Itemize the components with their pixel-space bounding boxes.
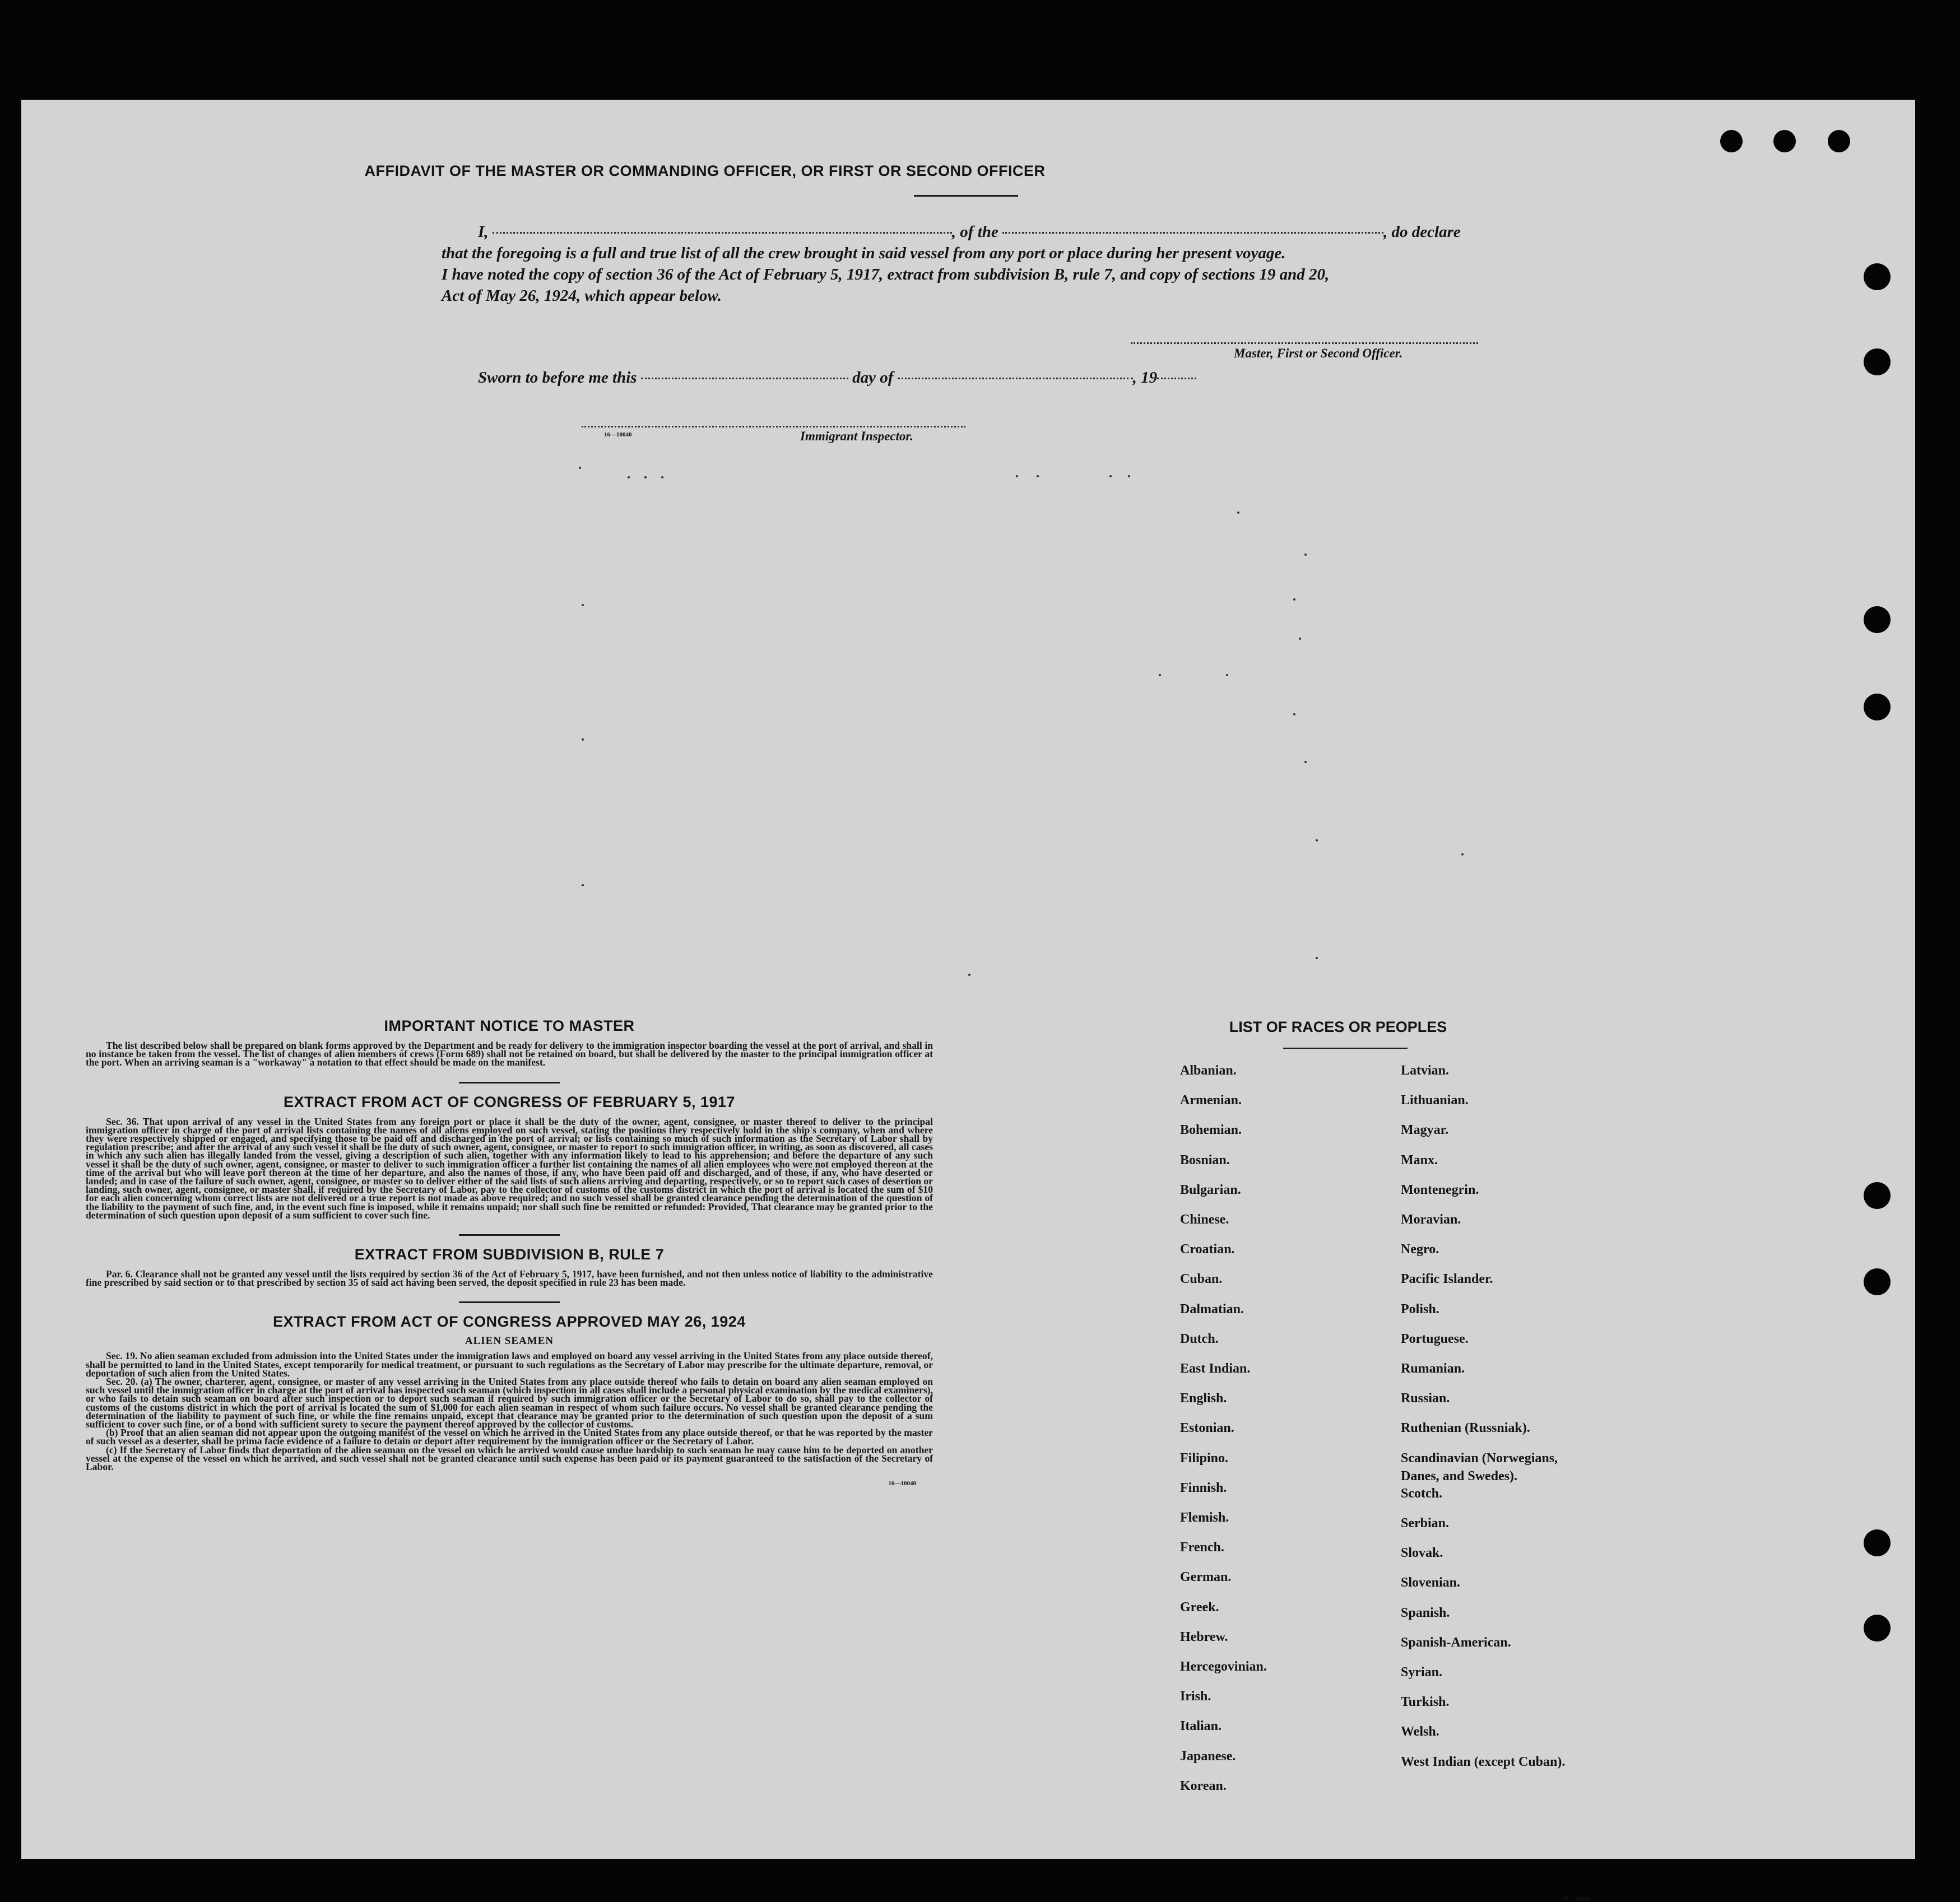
race-item: Bulgarian.	[1180, 1183, 1241, 1197]
race-item: English.	[1180, 1391, 1227, 1406]
race-item: Turkish.	[1401, 1695, 1450, 1709]
affidavit-form-number: 16—10040	[604, 431, 632, 438]
race-item: Dalmatian.	[1180, 1302, 1244, 1317]
speck	[1226, 674, 1228, 676]
races-form-number: 16—10040	[1562, 1895, 1590, 1902]
race-item: Portuguese.	[1401, 1332, 1469, 1346]
extract-1917-text	[86, 1115, 933, 1221]
race-item: Moravian.	[1401, 1212, 1461, 1227]
race-item: Latvian.	[1401, 1063, 1450, 1078]
race-item: Armenian.	[1180, 1093, 1242, 1108]
section-20c-paragraph: (c) If the Secretary of Labor finds that deportation of the alien seaman on the vessel on which he arrived would cause undue hardship to such seaman he may cause him to be deported on another vessel at the expense of the vessel on which he arrived, and such vessel shall not be granted clearance until such expense has been paid or its payment guaranteed to the satisfaction of the Secretary of Labor.	[86, 1444, 933, 1473]
section-20b-paragraph: (b) Proof that an alien seaman did not appear upon the outgoing manifest of the vessel on which he arrived in the United States from any place outside thereof, or that he was reported by the master of such vessel as a deserter, shall be prima facie evidence of a failure to detain or deport after requirement by the immigration officer or the Secretary of Labor.	[86, 1427, 933, 1447]
speck	[1316, 957, 1318, 959]
alien-seamen-subtitle: ALIEN SEAMEN	[465, 1335, 554, 1347]
punch-hole	[1864, 1615, 1891, 1641]
punch-hole	[1828, 130, 1850, 152]
extract-1917-title: EXTRACT FROM ACT OF CONGRESS OF FEBRUARY 5, 1917	[283, 1093, 736, 1110]
extract-1924-title: EXTRACT FROM ACT OF CONGRESS APPROVED MAY 26, 1924	[273, 1313, 746, 1331]
race-item: Hercegovinian.	[1180, 1659, 1267, 1674]
race-item: Russian.	[1401, 1391, 1450, 1406]
sworn-day-blank	[641, 378, 848, 379]
race-item: Greek.	[1180, 1600, 1219, 1615]
declaration-line-2: that the foregoing is a full and true list of all the crew brought in said vessel from any port or place during her present voyage.	[442, 244, 1286, 262]
separator	[459, 1301, 560, 1303]
speck	[1037, 475, 1039, 477]
races-title-rule	[1283, 1048, 1408, 1049]
sworn-month-blank	[898, 378, 1133, 379]
race-item: Spanish-American.	[1401, 1635, 1511, 1650]
speck	[1016, 475, 1018, 477]
punch-hole	[1864, 348, 1891, 375]
race-item: Finnish.	[1180, 1481, 1227, 1495]
notice-text	[86, 1041, 933, 1067]
declaration-declare: , do declare	[1383, 223, 1461, 241]
name-blank	[493, 232, 952, 234]
race-item: Ruthenian (Russniak).	[1401, 1421, 1530, 1435]
race-item: Flemish.	[1180, 1510, 1229, 1525]
declaration-i: I,	[478, 223, 489, 241]
race-item: Dutch.	[1180, 1332, 1219, 1346]
speck	[1237, 511, 1239, 514]
extract-rule7-title: EXTRACT FROM SUBDIVISION B, RULE 7	[354, 1246, 665, 1263]
race-item: Montenegrin.	[1401, 1183, 1479, 1197]
master-signature-line	[1131, 342, 1478, 344]
punch-hole	[1864, 1529, 1891, 1556]
title-rule	[914, 195, 1018, 197]
speck	[1304, 761, 1307, 763]
race-item: West Indian (except Cuban).	[1401, 1755, 1566, 1769]
sworn-line	[478, 369, 1196, 387]
declaration-line-4: Act of May 26, 1924, which appear below.	[442, 287, 722, 305]
race-item: German.	[1180, 1570, 1232, 1584]
race-item: Estonian.	[1180, 1421, 1234, 1435]
sworn-year-blank	[1157, 378, 1196, 379]
race-item: Scandinavian (Norwegians,	[1401, 1451, 1558, 1466]
races-title: LIST OF RACES OR PEOPLES	[1229, 1019, 1447, 1035]
race-item: Rumanian.	[1401, 1361, 1465, 1376]
race-item: Italian.	[1180, 1719, 1222, 1733]
speck	[1128, 475, 1130, 477]
race-item: Japanese.	[1180, 1749, 1236, 1764]
left-column	[86, 1017, 933, 1487]
extract-form-number: 16—10040	[888, 1480, 916, 1487]
declaration-of-the: , of the	[951, 223, 998, 241]
speck	[661, 476, 663, 478]
speck	[582, 884, 584, 886]
separator	[459, 1082, 560, 1083]
race-item: Croatian.	[1180, 1242, 1235, 1257]
speck	[579, 467, 581, 469]
separator	[459, 1234, 560, 1236]
race-item: Welsh.	[1401, 1724, 1439, 1739]
section-19-paragraph: Sec. 19. No alien seaman excluded from admission into the United States under the immigration laws and employed on board any vessel arriving in the United States from any place outside thereof, shall be permitted to land in the United States, except temporarily for medical treatment, or pursuant to such regulations as the Secretary of Labor may prescribe for the ultimate departure, removal, or deportation of such alien from the United States.	[86, 1350, 933, 1379]
punch-hole	[1864, 1268, 1891, 1295]
race-item: Hebrew.	[1180, 1630, 1228, 1644]
declaration-line-3: I have noted the copy of section 36 of the Act of February 5, 1917, extract from subdivision B, rule 7, and copy of sections 19 and 20,	[442, 266, 1330, 283]
race-item: Serbian.	[1401, 1516, 1450, 1531]
extract-1924-text	[86, 1352, 933, 1471]
punch-hole	[1773, 130, 1796, 152]
speck	[1461, 853, 1464, 855]
speck	[1293, 598, 1295, 601]
race-item: Chinese.	[1180, 1212, 1229, 1227]
speck	[968, 974, 970, 976]
race-item: Bosnian.	[1180, 1153, 1230, 1168]
race-item: Bohemian.	[1180, 1123, 1242, 1137]
speck	[582, 738, 584, 741]
punch-hole	[1864, 263, 1891, 290]
speck	[644, 476, 647, 478]
affidavit-title: AFFIDAVIT OF THE MASTER OR COMMANDING OFFICER, OR FIRST OR SECOND OFFICER	[364, 162, 1046, 179]
race-item: Spanish.	[1401, 1606, 1450, 1620]
punch-hole	[1864, 1182, 1891, 1209]
form-sheet	[21, 100, 1915, 1902]
inspector-label: Immigrant Inspector.	[800, 429, 913, 443]
race-item: Korean.	[1180, 1779, 1227, 1793]
notice-paragraph: The list described below shall be prepared on blank forms approved by the Department and be ready for delivery to the immigration inspector boarding the vessel at the port of arrival, and shall in no instance be taken from the vessel. The list of changes of alien members of crews (Form 689) shall not be retained on board, but shall be delivered by the master to the principal immigration officer at the port. When an arriving seaman is a "workaway" a notation to that effect should be made on the manifest.	[86, 1040, 933, 1068]
section-20a-paragraph: Sec. 20. (a) The owner, charterer, agent, consignee, or master of any vessel arriving in the United States from any place outside thereof who fails to detain on board any alien seaman employed on such vessel until the immigration officer in charge at the port of arrival has inspected such seaman (which inspection in all cases shall include a personal physical examination by the medical examiners), or who fails to detain such seaman on board after such inspection or to deport such seaman if required by such immigration officer or the Secretary of Labor to do so, shall pay to the collector of customs of the customs district in which the port of arrival is located the sum of $1,000 for each alien seaman in respect of whom such failure occurs. No vessel shall be granted clearance pending the determination of the liability to payment of such fine, or while the fine remains unpaid, except that clearance may be granted prior to the determination of such question upon the deposit of a sum sufficient to cover such fine, or of a bond with sufficient surety to secure the payment thereof approved by the collector of customs.	[86, 1376, 933, 1430]
race-item: Pacific Islander.	[1401, 1272, 1493, 1286]
race-item: Cuban.	[1180, 1272, 1223, 1286]
race-item: Negro.	[1401, 1242, 1439, 1257]
race-item: Magyar.	[1401, 1123, 1449, 1137]
race-item: Syrian.	[1401, 1665, 1443, 1680]
notice-title: IMPORTANT NOTICE TO MASTER	[384, 1017, 635, 1034]
race-item: Slovak.	[1401, 1546, 1443, 1560]
race-item: Irish.	[1180, 1689, 1211, 1704]
race-item: Scotch.	[1401, 1486, 1442, 1501]
sworn-prefix: Sworn to before me this	[478, 369, 637, 387]
race-item: Albanian.	[1180, 1063, 1237, 1078]
vessel-blank	[1002, 232, 1383, 234]
speck	[582, 604, 584, 606]
speck	[1293, 713, 1295, 715]
punch-hole	[1864, 606, 1891, 633]
inspector-signature-line	[582, 426, 965, 427]
par-6-paragraph: Par. 6. Clearance shall not be granted any vessel until the lists required by section 36 of the Act of February 5, 1917, have been furnished, and not then unless notice of liability to the administrative fine prescribed by said section or to that prescribed by section 35 of said act having been served, the deposit specified in rule 23 has been made.	[86, 1268, 933, 1289]
race-item: French.	[1180, 1540, 1224, 1555]
declaration-line-1	[478, 223, 1461, 241]
speck	[628, 476, 630, 478]
punch-hole	[1720, 130, 1743, 152]
sworn-day-of: day of	[852, 369, 894, 387]
race-item: East Indian.	[1180, 1361, 1251, 1376]
section-36-paragraph: Sec. 36. That upon arrival of any vessel in the United States from any foreign port or place it shall be the duty of the owner, agent, consignee, or master thereof to deliver to the principal immigration officer in charge of the port of arrival lists containing the names of all aliens employed on such vessel, stating the positions they respectively hold in the ship's company, when and where they were respectively shipped or engaged, and specifying those to be paid off and discharged in the port of arrival; or lists containing so much of such information as the Secretary of Labor shall by regulation prescribe; and after the arrival of any such vessel it shall be the duty of such owner, agent, consignee, or master to report to such immigration officer, in writing, as soon as discovered, all cases in which any such alien has illegally landed from the vessel, giving a description of such alien, together with any information likely to lead to his apprehension; and before the departure of any such vessel it shall be the duty of such owner, agent, consignee, or master to deliver to such immigration officer a further list containing the names of all alien employees who were not employed thereon at the time of the arrival but who will leave port thereon at the time of her departure, and also the names of those, if any, who have been paid off and discharged, and of those, if any, who have deserted or landed; and in case of the failure of such owner, agent, consignee, or master so to deliver either of the said lists of such aliens arriving and departing, respectively, or so to report such cases of desertion or landing, such owner, agent, consignee, or master shall, if required by the Secretary of Labor, pay to the collector of customs of the customs district in which the port of arrival is located the sum of $10 for each alien concerning whom correct lists are not delivered or a true report is not made as above required; and no such vessel shall be granted clearance pending the determination of the question of the liability to the payment of such fine, and, in the event such fine is imposed, while it remains unpaid; nor shall such fine be remitted or refunded: Provided, That clearance may be granted prior to the determination of such question upon deposit of a sum sufficient to cover such fine.	[86, 1115, 933, 1221]
race-item: Filipino.	[1180, 1451, 1229, 1466]
race-item: Slovenian.	[1401, 1575, 1461, 1590]
speck	[1159, 674, 1161, 676]
speck	[1109, 475, 1112, 477]
race-item: Lithuanian.	[1401, 1093, 1469, 1108]
speck	[1304, 554, 1307, 556]
extract-rule7-text	[86, 1270, 933, 1287]
speck	[1316, 839, 1318, 841]
master-label: Master, First or Second Officer.	[1234, 346, 1403, 360]
race-item: Danes, and Swedes).	[1401, 1469, 1518, 1484]
sworn-year: , 19	[1132, 369, 1158, 387]
race-item: Manx.	[1401, 1153, 1438, 1168]
punch-hole	[1864, 694, 1891, 720]
speck	[1299, 638, 1301, 640]
race-item: Polish.	[1401, 1302, 1439, 1317]
